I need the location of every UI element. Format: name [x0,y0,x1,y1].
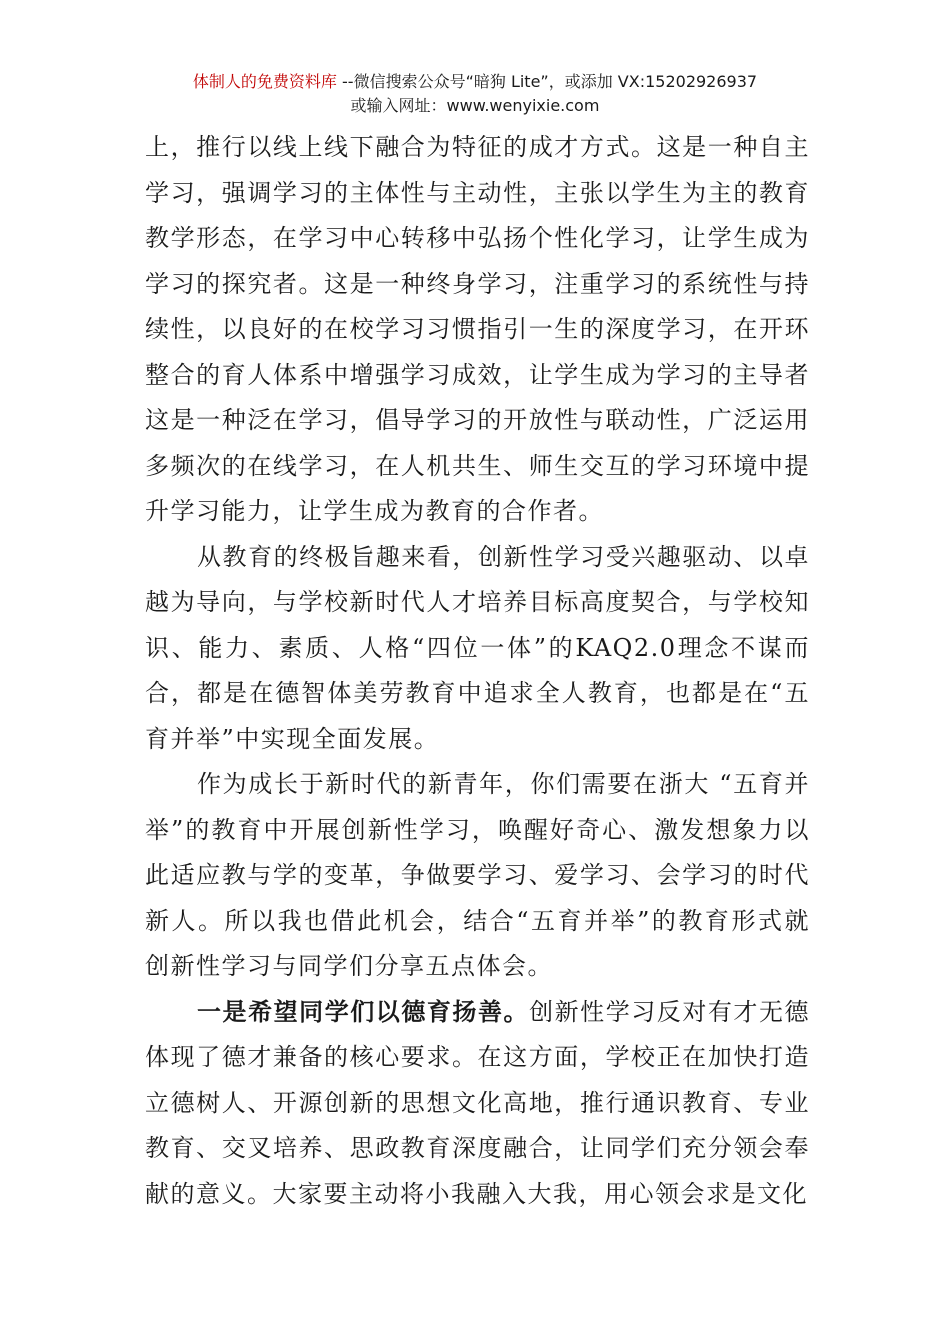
header-info: --微信搜索公众号“暗狗 Lite”，或添加 VX:15202926937 [336,72,758,91]
paragraph-4-text: 创新性学习反对有才无德体现了德才兼备的核心要求。在这方面，学校正在加快打造立德树人、开源创新的思想文化高地，推行通识教育、专业教育、交叉培养、思政教育深度融合，让同学们充分领会奉献的意义。大家要主动将小我融入大我，用心领会求是文化 [145,997,811,1208]
paragraph-2: 从教育的终极旨趣来看，创新性学习受兴趣驱动、以卓越为导向，与学校新时代人才培养目标高度契合，与学校知识、能力、素质、人格“四位一体”的KAQ2.0理念不谋而合，都是在德智体美劳教育中追求全人教育，也都是在“五育并举”中实现全面发展。 [145,542,810,753]
paragraph-1: 上，推行以线上线下融合为特征的成才方式。这是一种自主学习，强调学习的主体性与主动性，主张以学生为主的教育教学形态，在学习中心转移中弘扬个性化学习，让学生成为学习的探究者。这是一种终身学习，注重学习的系统性与持续性，以良好的在校学习习惯指引一生的深度学习，在开环整合的育人体系中增强学习成效，让学生成为学习的主导者这是一种泛在学习，倡导学习的开放性与联动性，广泛运用多频次的在线学习，在人机共生、师生交互的学习环境中提升学习能力，让学生成为教育的合作者。 [145,133,810,525]
paragraph-4 [145,990,810,1218]
paragraph-4-lead: 一是希望同学们以德育扬善。 [197,997,530,1026]
page-header [0,70,950,118]
header-brand: 体制人的免费资料库 [192,72,337,91]
header-url-line: 或输入网址：www.wenyixie.com [350,96,600,115]
document-body [145,125,810,1217]
paragraph-3: 作为成长于新时代的新青年，你们需要在浙大 “五育并举”的教育中开展创新性学习，唤醒好奇心、激发想象力以此适应教与学的变革，争做要学习、爱学习、会学习的时代新人。所以我也借此机会，结合“五育并举”的教育形式就创新性学习与同学们分享五点体会。 [145,770,810,980]
